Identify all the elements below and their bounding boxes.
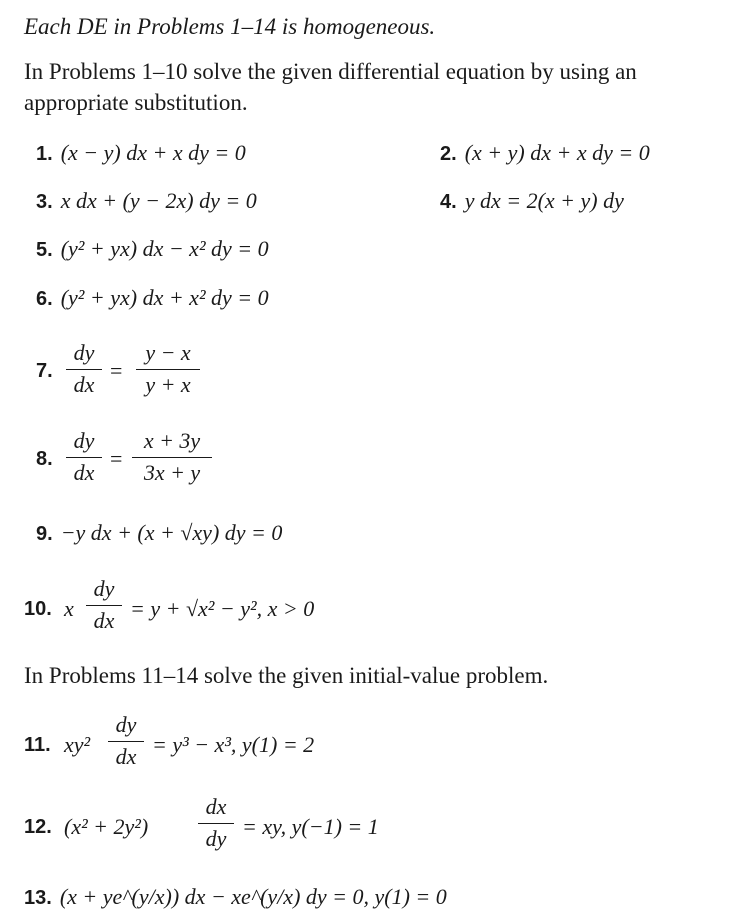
equals-sign: = xyxy=(110,358,123,383)
problem-13 xyxy=(24,884,447,910)
problem-7 xyxy=(36,340,336,420)
problem-4 xyxy=(440,188,624,214)
derivative-fraction xyxy=(66,428,102,486)
equation-prefix: (x² + 2y²) xyxy=(64,814,149,839)
derivative-fraction xyxy=(198,794,234,852)
fraction-numerator: x + 3y xyxy=(143,428,201,453)
fraction-bar xyxy=(66,369,102,370)
equation-suffix: = xy, y(−1) = 1 xyxy=(242,814,379,839)
problem-1 xyxy=(36,140,246,166)
problem-number: 6. xyxy=(36,288,53,310)
problem-number: 1. xyxy=(36,143,53,165)
problem-equation: (x − y) dx + x dy = 0 xyxy=(60,140,246,165)
problem-10 xyxy=(24,576,444,656)
equation-suffix: = y³ − x³, y(1) = 2 xyxy=(152,732,315,757)
instructions-line-2: appropriate substitution. xyxy=(24,90,248,115)
problem-equation: −y dx + (x + √xy) dy = 0 xyxy=(60,520,283,545)
problem-number: 2. xyxy=(440,143,457,165)
problem-equation: (x + ye^(y/x)) dx − xe^(y/x) dy = 0, y(1) = 0 xyxy=(59,884,447,909)
rhs-fraction xyxy=(132,428,212,486)
problem-9 xyxy=(36,520,282,546)
problem-2 xyxy=(440,140,650,166)
instructions-paragraph xyxy=(24,56,637,118)
equation-prefix: x xyxy=(64,596,74,621)
fraction-denominator: dx xyxy=(115,744,137,769)
problem-number: 12. xyxy=(24,816,52,838)
fraction-denominator: dx xyxy=(93,608,115,633)
problem-number: 10. xyxy=(24,598,52,620)
problem-number: 7. xyxy=(36,360,53,382)
problem-8 xyxy=(36,428,336,508)
derivative-fraction xyxy=(108,712,144,770)
fraction-bar xyxy=(198,823,234,824)
fraction-bar xyxy=(86,605,122,606)
fraction-denominator: dy xyxy=(205,826,227,851)
fraction-denominator: dx xyxy=(73,372,95,397)
problem-11 xyxy=(24,712,444,792)
problem-number: 11. xyxy=(24,734,51,756)
equals-sign: = xyxy=(110,446,123,471)
fraction-bar xyxy=(66,457,102,458)
problem-equation: (x + y) dx + x dy = 0 xyxy=(464,140,650,165)
fraction-numerator: dy xyxy=(115,712,137,737)
ivp-instructions: In Problems 11–14 solve the given initial-value problem. xyxy=(24,663,549,688)
problem-number: 5. xyxy=(36,239,53,261)
fraction-denominator: 3x + y xyxy=(143,460,201,485)
fraction-numerator: y − x xyxy=(145,340,191,365)
equation-prefix: xy² xyxy=(64,732,91,757)
problem-number: 9. xyxy=(36,523,53,545)
problem-number: 13. xyxy=(24,887,52,909)
section-heading: Each DE in Problems 1–14 is homogeneous. xyxy=(24,14,436,39)
fraction-bar xyxy=(132,457,212,458)
problem-equation: (y² + yx) dx − x² dy = 0 xyxy=(60,236,269,261)
fraction-numerator: dy xyxy=(93,576,115,601)
problem-12 xyxy=(24,794,464,874)
derivative-fraction xyxy=(66,340,102,398)
problem-equation: y dx = 2(x + y) dy xyxy=(464,188,624,213)
rhs-fraction xyxy=(136,340,200,398)
fraction-numerator: dx xyxy=(205,794,227,819)
instructions-line-1: In Problems 1–10 solve the given differential equation by using an xyxy=(24,59,637,84)
fraction-bar xyxy=(108,741,144,742)
problem-number: 3. xyxy=(36,191,53,213)
derivative-fraction xyxy=(86,576,122,634)
fraction-bar xyxy=(136,369,200,370)
problem-6 xyxy=(36,285,269,311)
problem-equation: x dx + (y − 2x) dy = 0 xyxy=(60,188,257,213)
fraction-denominator: dx xyxy=(73,460,95,485)
problem-number: 8. xyxy=(36,448,53,470)
fraction-numerator: dy xyxy=(73,340,95,365)
problem-equation: (y² + yx) dx + x² dy = 0 xyxy=(60,285,269,310)
problem-3 xyxy=(36,188,257,214)
equation-suffix: = y + √x² − y², x > 0 xyxy=(130,596,315,621)
fraction-denominator: y + x xyxy=(145,372,191,397)
fraction-numerator: dy xyxy=(73,428,95,453)
problem-number: 4. xyxy=(440,191,457,213)
problem-5 xyxy=(36,236,269,262)
